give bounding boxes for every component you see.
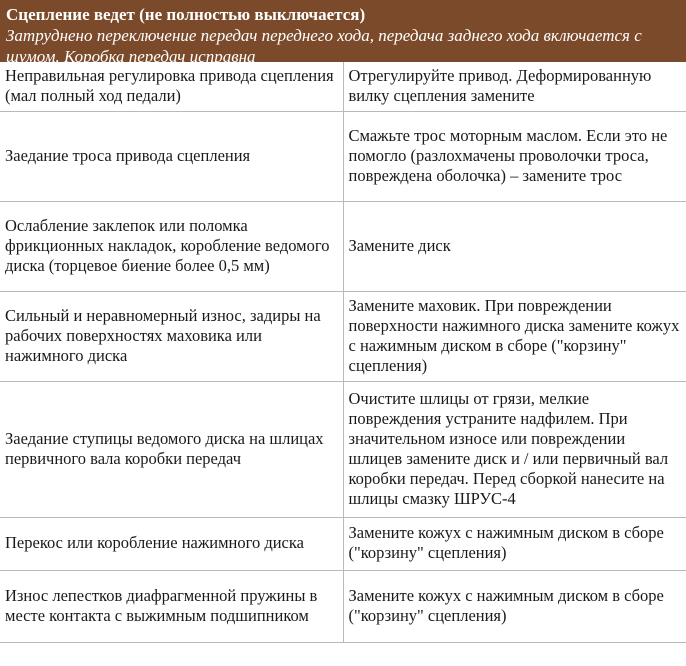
remedy-cell: Замените диск [343,201,686,291]
cause-cell: Износ лепестков диафрагменной пружины в месте контакта с выжимным подшипником [0,570,343,642]
table-row [0,570,686,642]
cause-cell: Заедание троса привода сцепления [0,111,343,201]
cause-cell: Неправильная регулировка привода сцепления (мал полный ход педали) [0,62,343,111]
table-row [0,62,686,111]
remedy-cell: Очистите шлицы от грязи, мелкие повреждения устраните надфилем. При значительном износе или повреждении шлицев замените диск и / или первичный вал коробки передач. Перед сборкой нанесите на шлицы смазку ШРУС-4 [343,381,686,517]
fault-table [0,62,686,643]
table-header [0,0,686,66]
table-row [0,201,686,291]
cause-cell: Перекос или коробление нажимного диска [0,517,343,570]
cause-cell: Заедание ступицы ведомого диска на шлицах первичного вала коробки передач [0,381,343,517]
table-row [0,291,686,381]
remedy-cell: Отрегулируйте привод. Деформированную вилку сцепления замените [343,62,686,111]
cause-cell: Сильный и неравномерный износ, задиры на рабочих поверхностях маховика или нажимного диска [0,291,343,381]
table-row [0,381,686,517]
header-title: Сцепление ведет (не полностью выключается) [6,5,366,24]
remedy-cell: Замените кожух с нажимным диском в сборе ("корзину" сцепления) [343,517,686,570]
cause-cell: Ослабление заклепок или поломка фрикционных накладок, коробление ведомого диска (торцевое биение более 0,5 мм) [0,201,343,291]
header-subtitle: Затруднено переключение передач переднего хода, передача заднего хода включается с шумом. Коробка передач исправна [6,26,642,66]
table-row [0,111,686,201]
remedy-cell: Замените кожух с нажимным диском в сборе ("корзину" сцепления) [343,570,686,642]
table-row [0,517,686,570]
remedy-cell: Смажьте трос моторным маслом. Если это не помогло (разлохмачены проволочки троса, повреждена оболочка) – замените трос [343,111,686,201]
remedy-cell: Замените маховик. При повреждении поверхности нажимного диска замените кожух с нажимным диском в сборе ("корзину" сцепления) [343,291,686,381]
